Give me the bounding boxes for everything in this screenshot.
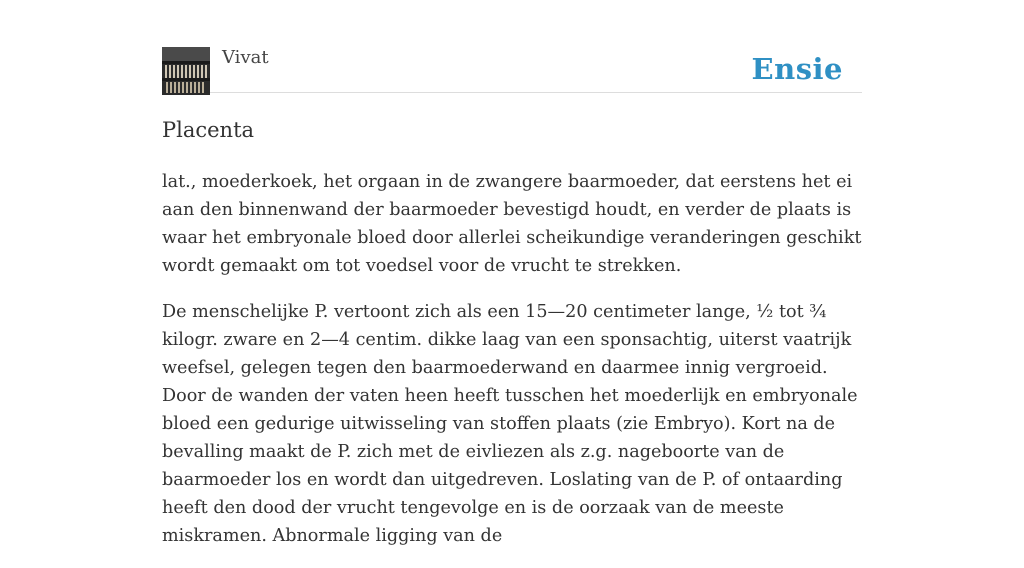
author-avatar[interactable] (162, 47, 210, 95)
article-paragraph: lat., moederkoek, het orgaan in de zwangere baarmoeder, dat eerstens het ei aan den binnenwand der baarmoeder bevestigd houdt, en verder de plaats is waar het embryonale bloed door allerlei scheikundige veranderingen geschikt wordt gemaakt om tot voedsel voor de vrucht te strekken. (162, 172, 862, 276)
article-paragraph: De menschelijke P. vertoont zich als een 15—20 centimeter lange, ½ tot ¾ kilogr. zware en 2—4 centim. dikke laag van een sponsachtig, uiterst vaatrijk weefsel, gelegen tegen den baarmoederwand en daarmee innig vergroeid. Door de wanden der vaten heen heeft tusschen het moederlijk en embryonale bloed een gedurige uitwisseling van stoffen plaats (zie Embryo). Kort na de bevalling maakt de P. zich met de eivliezen als z.g. nageboorte van de baarmoeder los en wordt dan uitgedreven. Loslating van de P. of ontaarding heeft den dood der vrucht tengevolge en is de oorzaak van de meeste miskramen. Abnormale ligging van de (162, 302, 858, 546)
bookshelf-avatar-icon (162, 47, 210, 95)
page-title: Placenta (162, 118, 255, 142)
author-name[interactable]: Vivat (222, 47, 269, 68)
article-body (162, 168, 864, 568)
page (162, 0, 862, 546)
header (162, 0, 862, 93)
brand-logo[interactable]: Ensie (751, 52, 843, 86)
